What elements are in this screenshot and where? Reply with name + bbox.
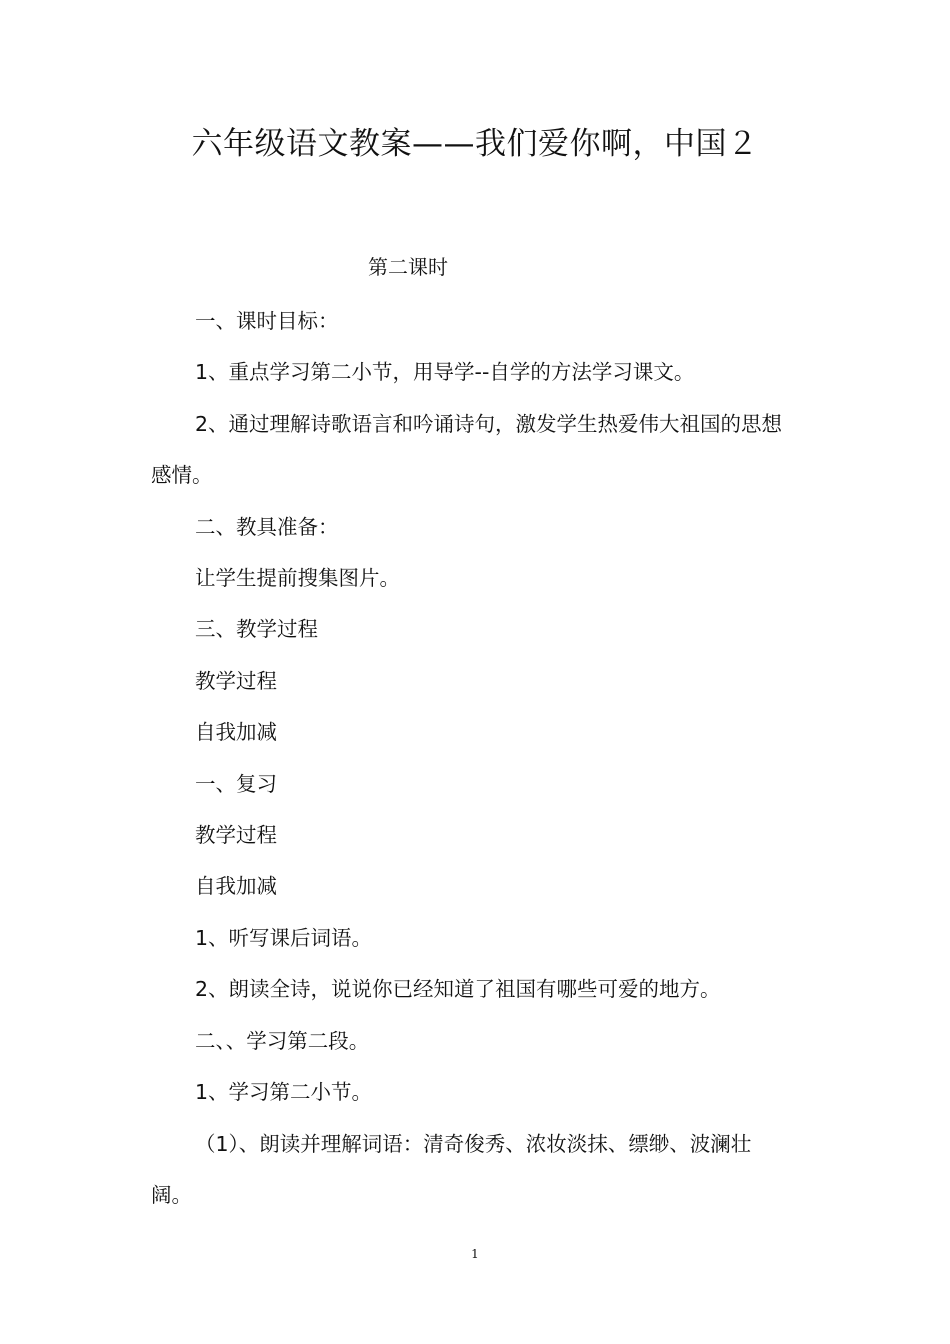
- paragraph-review-1: 1、听写课后词语。: [195, 925, 373, 950]
- paragraph-materials: 让学生提前搜集图片。: [195, 566, 400, 591]
- document-title: 六年级语文教案——我们爱你啊，中国２: [191, 126, 759, 162]
- page-number: 1: [471, 1247, 479, 1261]
- paragraph-review-2: 2、朗读全诗，说说你已经知道了祖国有哪些可爱的地方。: [195, 977, 721, 1002]
- paragraph-study-heading: 二、、学习第二段。: [195, 1028, 370, 1053]
- paragraph-objectives-heading: 一、课时目标：: [195, 309, 339, 333]
- paragraph-review-heading: 一、复习: [195, 771, 277, 796]
- paragraph-materials-heading: 二、教具准备：: [195, 514, 339, 539]
- paragraph-study-1: 1、学习第二小节。: [195, 1080, 373, 1105]
- paragraph-study-1-1: （1）、朗读并理解词语：清奇俊秀、浓妆淡抹、缥缈、波澜壮阔。: [151, 1131, 752, 1207]
- paragraph-objective-1: 1、重点学习第二小节，用导学--自学的方法学习课文。: [195, 360, 695, 385]
- paragraph-process-label-2: 教学过程: [195, 823, 277, 848]
- paragraph-process-heading: 三、教学过程: [195, 617, 318, 642]
- document-body: [151, 296, 791, 1221]
- paragraph-objective-2: 2、通过理解诗歌语言和吟诵诗句，激发学生热爱伟大祖国的思想感情。: [151, 411, 783, 488]
- paragraph-adjust-label-2: 自我加减: [195, 874, 277, 899]
- section-heading: 第二课时: [368, 255, 448, 279]
- paragraph-adjust-label: 自我加减: [195, 720, 277, 745]
- paragraph-process-label: 教学过程: [195, 668, 277, 693]
